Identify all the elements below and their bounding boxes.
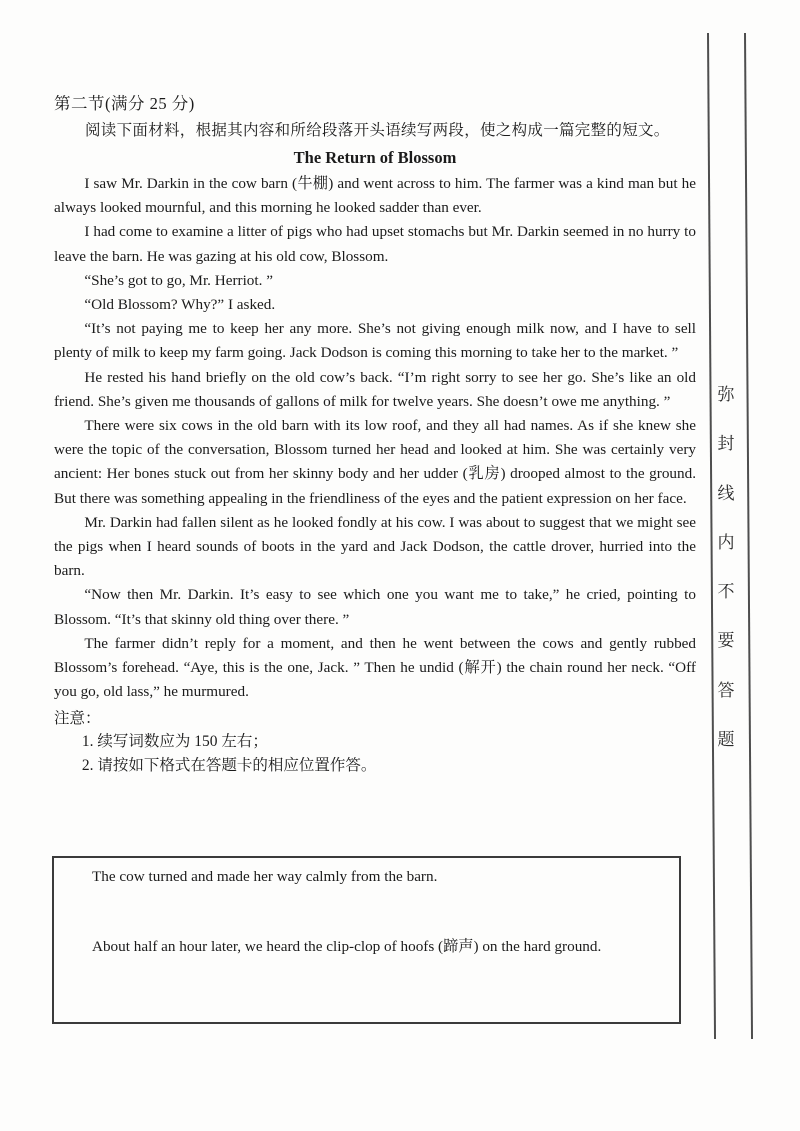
exam-content bbox=[54, 90, 696, 777]
seal-character: 弥 bbox=[717, 385, 735, 404]
notes-label: 注意： bbox=[54, 710, 101, 728]
section-heading: 第二节(满分 25 分) bbox=[54, 94, 195, 113]
note-item-word-count: 1. 续写词数应为 150 左右； bbox=[81, 733, 268, 751]
story-paragraph: “She’s got to go, Mr. Herriot. ” bbox=[84, 271, 273, 289]
seal-character: 题 bbox=[717, 729, 735, 749]
story-paragraph: I had come to examine a litter of pigs who had upset stomachs but Mr. Darkin seemed in no hurry to leave the barn. He was gazing at his old cow, Blossom. bbox=[54, 223, 696, 265]
story-paragraph: “It’s not paying me to keep her any more. She’s not giving enough milk now, and I have to sell plenty of milk to keep my farm going. Jack Dodson is coming this morning to take her to the market. ” bbox=[54, 320, 696, 362]
story-paragraph: I saw Mr. Darkin in the cow barn (牛棚) and went across to him. The farmer was a kind man but he always looked mournful, and this morning he looked sadder than ever. bbox=[54, 175, 696, 217]
seal-character: 不 bbox=[717, 582, 735, 602]
task-instruction: 阅读下面材料，根据其内容和所给段落开头语续写两段，使之构成一篇完整的短文。 bbox=[85, 122, 670, 139]
opening-sentence-2: About half an hour later, we heard the clip-clop of hoofs (蹄声) on the hard ground. bbox=[92, 938, 602, 955]
seal-character: 封 bbox=[717, 434, 735, 454]
story-title: The Return of Blossom bbox=[293, 148, 457, 167]
answer-format-box bbox=[52, 856, 681, 1024]
seal-character: 内 bbox=[717, 532, 735, 552]
story-paragraph: Mr. Darkin had fallen silent as he looked fondly at his cow. I was about to suggest that we might see the pigs when I heard sounds of boots in the yard and Jack Dodson, the cattle drover, hurried into the barn. bbox=[54, 513, 696, 580]
seal-character: 要 bbox=[717, 631, 735, 651]
story-paragraph: “Now then Mr. Darkin. It’s easy to see which one you want me to take,” he cried, pointing to Blossom. “It’s that skinny old thing over there. ” bbox=[54, 586, 696, 628]
seal-line-outer bbox=[744, 33, 753, 1039]
seal-text-column bbox=[712, 386, 740, 748]
story-paragraph: The farmer didn’t reply for a moment, and then he went between the cows and gently rubbed Blossom’s forehead. “Aye, this is the one, Jack. ” Then he undid (解开) the chain round her neck. “Off you go, old lass,” he murmured. bbox=[54, 634, 696, 701]
story-paragraph: He rested his hand briefly on the old cow’s back. “I’m right sorry to see her go. She’s like an old friend. She’s given me thousands of gallons of milk for twelve years. She doesn’t owe me anything. ” bbox=[54, 368, 696, 410]
opening-sentence-1: The cow turned and made her way calmly from the barn. bbox=[92, 868, 438, 885]
note-item-answer-format: 2. 请按如下格式在答题卡的相应位置作答。 bbox=[81, 756, 377, 774]
seal-character: 线 bbox=[717, 483, 735, 503]
story-paragraph: “Old Blossom? Why?” I asked. bbox=[84, 296, 276, 314]
seal-character: 答 bbox=[717, 680, 735, 700]
story-paragraph: There were six cows in the old barn with its low roof, and they all had names. As if she knew she were the topic of the conversation, Blossom turned her head and looked at him. She was certainly very ancient: Her bones stuck out from her skinny body and her udder (乳房) drooped almost to the ground. But there was something appealing in the friendliness of the eyes and the patient expression on her face. bbox=[54, 417, 696, 507]
